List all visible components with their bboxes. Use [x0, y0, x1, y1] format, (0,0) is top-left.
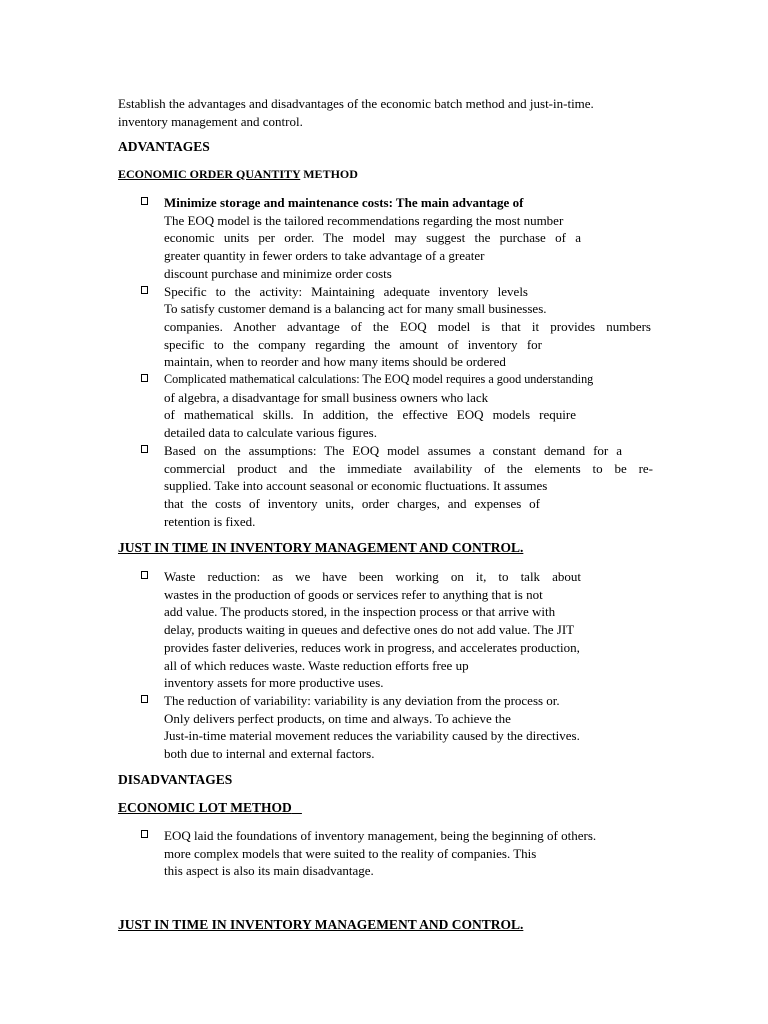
- eoq-heading-rest: METHOD: [300, 167, 358, 181]
- item-line: detailed data to calculate various figures.: [164, 425, 377, 441]
- item-line: Complicated mathematical calculations: The EOQ model requires a good understanding: [164, 372, 594, 387]
- item-line: The reduction of variability: variability is any deviation from the process or.: [164, 692, 560, 708]
- list-item: [141, 283, 661, 372]
- item-line: Minimize storage and maintenance costs: The main advantage of: [164, 195, 524, 210]
- lot-disadvantages-list: [141, 827, 661, 880]
- disadvantages-heading: DISADVANTAGES: [118, 772, 233, 787]
- list-item: [141, 194, 661, 283]
- eoq-advantages-list: [141, 194, 661, 530]
- bullet-icon: [141, 695, 148, 703]
- item-line: Waste reduction: as we have been working on it, to talk about: [164, 569, 581, 584]
- item-line: supplied. Take into account seasonal or economic fluctuations. It assumes: [164, 478, 548, 494]
- list-item: [141, 371, 661, 442]
- list-item: [141, 827, 661, 880]
- item-line: retention is fixed.: [164, 513, 256, 529]
- bullet-icon: [141, 197, 148, 205]
- bullet-icon: [141, 374, 148, 382]
- economic-lot-heading: [118, 800, 302, 816]
- item-line: commercial product and the immediate availability of the elements to be re-: [164, 460, 653, 476]
- eoq-method-heading: [118, 167, 358, 182]
- item-line: specific to the company regarding the amount of inventory for: [164, 336, 542, 352]
- jit-heading: JUST IN TIME IN INVENTORY MANAGEMENT AND CONTROL.: [118, 540, 524, 555]
- item-line: of mathematical skills. In addition, the effective EOQ models require: [164, 407, 576, 423]
- intro-line: Establish the advantages and disadvantages of the economic batch method and just-in-time.: [118, 96, 594, 111]
- item-line: Based on the assumptions: The EOQ model assumes a constant demand for a: [164, 442, 622, 458]
- item-line: companies. Another advantage of the EOQ model is that it provides numbers: [164, 318, 651, 334]
- item-line: greater quantity in fewer orders to take advantage of a greater: [164, 248, 485, 264]
- item-line: of algebra, a disadvantage for small business owners who lack: [164, 389, 489, 405]
- item-line: Only delivers perfect products, on time and always. To achieve the: [164, 710, 511, 726]
- bullet-icon: [141, 286, 148, 294]
- item-line: Just-in-time material movement reduces the variability caused by the directives.: [164, 728, 580, 744]
- item-line: provides faster deliveries, reduces work in progress, and accelerates production,: [164, 639, 580, 655]
- item-line: delay, products waiting in queues and defective ones do not add value. The JIT: [164, 622, 575, 638]
- item-line: EOQ laid the foundations of inventory management, being the beginning of others.: [164, 828, 597, 843]
- intro-paragraph: [118, 95, 658, 130]
- jit-heading-2: JUST IN TIME IN INVENTORY MANAGEMENT AND CONTROL.: [118, 917, 524, 932]
- list-item: [141, 692, 661, 763]
- item-line: economic units per order. The model may suggest the purchase of a: [164, 230, 581, 246]
- advantages-heading: ADVANTAGES: [118, 139, 210, 154]
- item-line: wastes in the production of goods or services refer to anything that is not: [164, 586, 543, 602]
- list-item: [141, 442, 661, 531]
- intro-line: inventory management and control.: [118, 113, 303, 129]
- item-line: The EOQ model is the tailored recommendations regarding the most number: [164, 212, 564, 228]
- item-line: this aspect is also its main disadvantage.: [164, 863, 374, 879]
- jit-advantages-list: [141, 568, 661, 763]
- item-line: maintain, when to reorder and how many items should be ordered: [164, 354, 506, 370]
- bullet-icon: [141, 571, 148, 579]
- list-item: [141, 568, 661, 692]
- item-line: that the costs of inventory units, order charges, and expenses of: [164, 495, 540, 511]
- item-line: Specific to the activity: Maintaining adequate inventory levels: [164, 283, 528, 299]
- item-line: To satisfy customer demand is a balancing act for many small businesses.: [164, 301, 547, 317]
- item-line: add value. The products stored, in the inspection process or that arrive with: [164, 604, 556, 620]
- item-line: more complex models that were suited to the reality of companies. This: [164, 845, 537, 861]
- item-line: discount purchase and minimize order costs: [164, 265, 392, 281]
- eoq-heading-underlined: ECONOMIC ORDER QUANTITY: [118, 167, 301, 181]
- item-line: both due to internal and external factors.: [164, 746, 375, 762]
- item-line: all of which reduces waste. Waste reduction efforts free up: [164, 657, 469, 673]
- bullet-icon: [141, 830, 148, 838]
- economic-lot-heading-text: ECONOMIC LOT METHOD: [118, 800, 292, 815]
- bullet-icon: [141, 445, 148, 453]
- item-line: inventory assets for more productive uses.: [164, 675, 384, 691]
